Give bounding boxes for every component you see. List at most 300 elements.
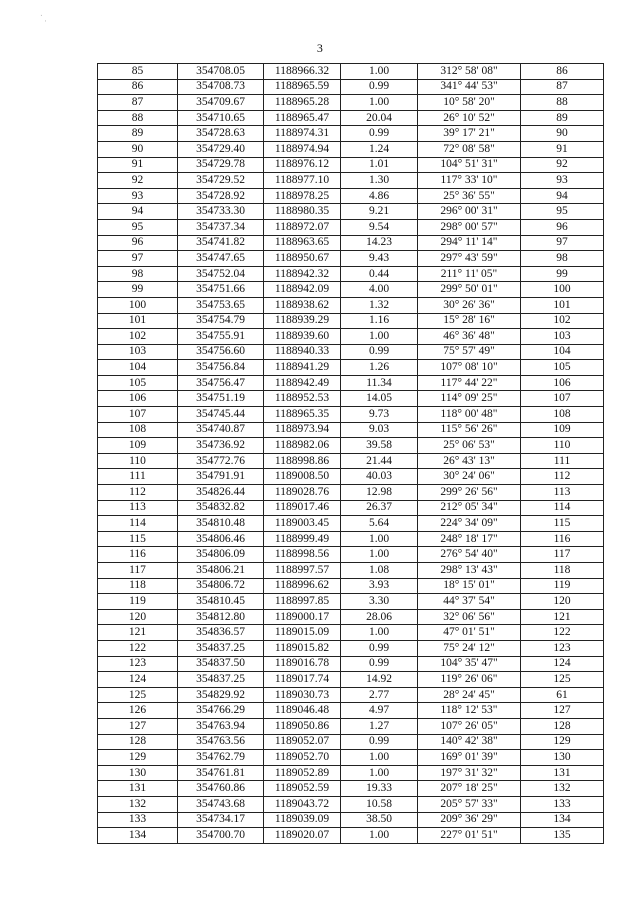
table-row	[98, 703, 604, 719]
distance-cell: 1.16	[341, 313, 418, 329]
point-number-cell: 86	[98, 79, 178, 95]
table-row	[98, 625, 604, 641]
coordinates-table	[97, 63, 604, 844]
bearing-cell: 18° 15' 01"	[418, 578, 521, 594]
bearing-cell: 107° 26' 05"	[418, 718, 521, 734]
bearing-cell: 211° 11' 05"	[418, 266, 521, 282]
distance-cell: 9.43	[341, 251, 418, 267]
y-coordinate-cell: 1188976.12	[264, 157, 341, 173]
distance-cell: 1.00	[341, 547, 418, 563]
x-coordinate-cell: 354837.50	[178, 656, 264, 672]
y-coordinate-cell: 1189028.76	[264, 485, 341, 501]
bearing-cell: 140° 42' 38"	[418, 734, 521, 750]
point-number-cell: 104	[98, 360, 178, 376]
x-coordinate-cell: 354756.84	[178, 360, 264, 376]
next-point-cell: 129	[521, 734, 604, 750]
point-number-cell: 134	[98, 828, 178, 844]
next-point-cell: 92	[521, 157, 604, 173]
table-row	[98, 734, 604, 750]
distance-cell: 20.04	[341, 110, 418, 126]
point-number-cell: 107	[98, 407, 178, 423]
y-coordinate-cell: 1188965.47	[264, 110, 341, 126]
distance-cell: 14.05	[341, 391, 418, 407]
distance-cell: 4.00	[341, 282, 418, 298]
table-row	[98, 750, 604, 766]
table-row	[98, 796, 604, 812]
y-coordinate-cell: 1189017.46	[264, 500, 341, 516]
distance-cell: 10.58	[341, 796, 418, 812]
next-point-cell: 110	[521, 438, 604, 454]
distance-cell: 9.03	[341, 422, 418, 438]
y-coordinate-cell: 1188942.32	[264, 266, 341, 282]
distance-cell: 12.98	[341, 485, 418, 501]
table-row	[98, 360, 604, 376]
x-coordinate-cell: 354810.48	[178, 516, 264, 532]
table-row	[98, 375, 604, 391]
y-coordinate-cell: 1189039.09	[264, 812, 341, 828]
next-point-cell: 98	[521, 251, 604, 267]
bearing-cell: 209° 36' 29"	[418, 812, 521, 828]
bearing-cell: 114° 09' 25"	[418, 391, 521, 407]
point-number-cell: 115	[98, 531, 178, 547]
table-row	[98, 141, 604, 157]
y-coordinate-cell: 1188974.31	[264, 126, 341, 142]
next-point-cell: 90	[521, 126, 604, 142]
next-point-cell: 97	[521, 235, 604, 251]
distance-cell: 1.00	[341, 95, 418, 111]
table-row	[98, 64, 604, 80]
point-number-cell: 98	[98, 266, 178, 282]
x-coordinate-cell: 354700.70	[178, 828, 264, 844]
y-coordinate-cell: 1188938.62	[264, 297, 341, 313]
page-number: 3	[316, 41, 324, 55]
table-row	[98, 656, 604, 672]
table-row	[98, 438, 604, 454]
next-point-cell: 128	[521, 718, 604, 734]
x-coordinate-cell: 354756.60	[178, 344, 264, 360]
bearing-cell: 46° 36' 48"	[418, 329, 521, 345]
point-number-cell: 130	[98, 765, 178, 781]
y-coordinate-cell: 1189050.86	[264, 718, 341, 734]
y-coordinate-cell: 1188939.60	[264, 329, 341, 345]
bearing-cell: 224° 34' 09"	[418, 516, 521, 532]
bearing-cell: 297° 43' 59"	[418, 251, 521, 267]
point-number-cell: 90	[98, 141, 178, 157]
y-coordinate-cell: 1188965.59	[264, 79, 341, 95]
point-number-cell: 112	[98, 485, 178, 501]
x-coordinate-cell: 354837.25	[178, 672, 264, 688]
table-row	[98, 282, 604, 298]
next-point-cell: 113	[521, 485, 604, 501]
bearing-cell: 26° 43' 13"	[418, 453, 521, 469]
x-coordinate-cell: 354756.47	[178, 375, 264, 391]
next-point-cell: 61	[521, 687, 604, 703]
distance-cell: 9.54	[341, 219, 418, 235]
table-row	[98, 407, 604, 423]
next-point-cell: 118	[521, 563, 604, 579]
distance-cell: 19.33	[341, 781, 418, 797]
bearing-cell: 169° 01' 39"	[418, 750, 521, 766]
bearing-cell: 28° 24' 45"	[418, 687, 521, 703]
bearing-cell: 30° 24' 06"	[418, 469, 521, 485]
bearing-cell: 15° 28' 16"	[418, 313, 521, 329]
next-point-cell: 95	[521, 204, 604, 220]
table-row	[98, 469, 604, 485]
bearing-cell: 299° 50' 01"	[418, 282, 521, 298]
table-row	[98, 765, 604, 781]
y-coordinate-cell: 1188980.35	[264, 204, 341, 220]
y-coordinate-cell: 1189043.72	[264, 796, 341, 812]
x-coordinate-cell: 354752.04	[178, 266, 264, 282]
x-coordinate-cell: 354812.80	[178, 609, 264, 625]
bearing-cell: 44° 37' 54"	[418, 594, 521, 610]
x-coordinate-cell: 354737.34	[178, 219, 264, 235]
table-row	[98, 594, 604, 610]
distance-cell: 1.08	[341, 563, 418, 579]
point-number-cell: 101	[98, 313, 178, 329]
point-number-cell: 132	[98, 796, 178, 812]
y-coordinate-cell: 1189017.74	[264, 672, 341, 688]
next-point-cell: 117	[521, 547, 604, 563]
y-coordinate-cell: 1189052.59	[264, 781, 341, 797]
distance-cell: 1.32	[341, 297, 418, 313]
table-row	[98, 79, 604, 95]
y-coordinate-cell: 1188977.10	[264, 173, 341, 189]
point-number-cell: 108	[98, 422, 178, 438]
bearing-cell: 298° 13' 43"	[418, 563, 521, 579]
distance-cell: 1.30	[341, 173, 418, 189]
distance-cell: 5.64	[341, 516, 418, 532]
x-coordinate-cell: 354810.45	[178, 594, 264, 610]
next-point-cell: 103	[521, 329, 604, 345]
table-row	[98, 531, 604, 547]
point-number-cell: 114	[98, 516, 178, 532]
point-number-cell: 128	[98, 734, 178, 750]
x-coordinate-cell: 354729.52	[178, 173, 264, 189]
point-number-cell: 117	[98, 563, 178, 579]
next-point-cell: 131	[521, 765, 604, 781]
y-coordinate-cell: 1188952.53	[264, 391, 341, 407]
bearing-cell: 296° 00' 31"	[418, 204, 521, 220]
distance-cell: 1.00	[341, 329, 418, 345]
x-coordinate-cell: 354755.91	[178, 329, 264, 345]
table-row	[98, 422, 604, 438]
distance-cell: 1.00	[341, 750, 418, 766]
y-coordinate-cell: 1188942.09	[264, 282, 341, 298]
x-coordinate-cell: 354753.65	[178, 297, 264, 313]
point-number-cell: 97	[98, 251, 178, 267]
next-point-cell: 134	[521, 812, 604, 828]
y-coordinate-cell: 1189008.50	[264, 469, 341, 485]
table-row	[98, 313, 604, 329]
y-coordinate-cell: 1188998.86	[264, 453, 341, 469]
x-coordinate-cell: 354747.65	[178, 251, 264, 267]
distance-cell: 14.23	[341, 235, 418, 251]
y-coordinate-cell: 1188950.67	[264, 251, 341, 267]
next-point-cell: 88	[521, 95, 604, 111]
x-coordinate-cell: 354763.56	[178, 734, 264, 750]
distance-cell: 1.00	[341, 531, 418, 547]
point-number-cell: 96	[98, 235, 178, 251]
table-row	[98, 500, 604, 516]
point-number-cell: 127	[98, 718, 178, 734]
point-number-cell: 100	[98, 297, 178, 313]
x-coordinate-cell: 354708.05	[178, 64, 264, 80]
x-coordinate-cell: 354743.68	[178, 796, 264, 812]
x-coordinate-cell: 354745.44	[178, 407, 264, 423]
y-coordinate-cell: 1189020.07	[264, 828, 341, 844]
next-point-cell: 119	[521, 578, 604, 594]
point-number-cell: 118	[98, 578, 178, 594]
next-point-cell: 125	[521, 672, 604, 688]
point-number-cell: 126	[98, 703, 178, 719]
y-coordinate-cell: 1189052.70	[264, 750, 341, 766]
x-coordinate-cell: 354760.86	[178, 781, 264, 797]
point-number-cell: 129	[98, 750, 178, 766]
distance-cell: 3.93	[341, 578, 418, 594]
table-row	[98, 329, 604, 345]
bearing-cell: 119° 26' 06"	[418, 672, 521, 688]
point-number-cell: 120	[98, 609, 178, 625]
bearing-cell: 25° 36' 55"	[418, 188, 521, 204]
x-coordinate-cell: 354708.73	[178, 79, 264, 95]
point-number-cell: 105	[98, 375, 178, 391]
bearing-cell: 26° 10' 52"	[418, 110, 521, 126]
point-number-cell: 122	[98, 640, 178, 656]
point-number-cell: 92	[98, 173, 178, 189]
y-coordinate-cell: 1188972.07	[264, 219, 341, 235]
scan-marks: ˈ ˌ	[40, 14, 47, 22]
table-row	[98, 188, 604, 204]
table-row	[98, 173, 604, 189]
x-coordinate-cell: 354754.79	[178, 313, 264, 329]
bearing-cell: 117° 44' 22"	[418, 375, 521, 391]
point-number-cell: 116	[98, 547, 178, 563]
next-point-cell: 101	[521, 297, 604, 313]
x-coordinate-cell: 354734.17	[178, 812, 264, 828]
x-coordinate-cell: 354791.91	[178, 469, 264, 485]
point-number-cell: 125	[98, 687, 178, 703]
next-point-cell: 124	[521, 656, 604, 672]
table-row	[98, 516, 604, 532]
bearing-cell: 118° 00' 48"	[418, 407, 521, 423]
x-coordinate-cell: 354728.92	[178, 188, 264, 204]
x-coordinate-cell: 354751.66	[178, 282, 264, 298]
y-coordinate-cell: 1188963.65	[264, 235, 341, 251]
x-coordinate-cell: 354766.29	[178, 703, 264, 719]
bearing-cell: 205° 57' 33"	[418, 796, 521, 812]
next-point-cell: 120	[521, 594, 604, 610]
point-number-cell: 88	[98, 110, 178, 126]
table-row	[98, 687, 604, 703]
distance-cell: 1.27	[341, 718, 418, 734]
x-coordinate-cell: 354741.82	[178, 235, 264, 251]
next-point-cell: 105	[521, 360, 604, 376]
table-row	[98, 297, 604, 313]
bearing-cell: 39° 17' 21"	[418, 126, 521, 142]
distance-cell: 26.37	[341, 500, 418, 516]
point-number-cell: 123	[98, 656, 178, 672]
point-number-cell: 95	[98, 219, 178, 235]
point-number-cell: 93	[98, 188, 178, 204]
point-number-cell: 131	[98, 781, 178, 797]
y-coordinate-cell: 1189015.09	[264, 625, 341, 641]
x-coordinate-cell: 354761.81	[178, 765, 264, 781]
distance-cell: 2.77	[341, 687, 418, 703]
x-coordinate-cell: 354763.94	[178, 718, 264, 734]
table-row	[98, 812, 604, 828]
bearing-cell: 107° 08' 10"	[418, 360, 521, 376]
next-point-cell: 114	[521, 500, 604, 516]
bearing-cell: 298° 00' 57"	[418, 219, 521, 235]
distance-cell: 4.86	[341, 188, 418, 204]
x-coordinate-cell: 354710.65	[178, 110, 264, 126]
point-number-cell: 113	[98, 500, 178, 516]
point-number-cell: 103	[98, 344, 178, 360]
bearing-cell: 104° 51' 31"	[418, 157, 521, 173]
distance-cell: 0.44	[341, 266, 418, 282]
point-number-cell: 89	[98, 126, 178, 142]
table-row	[98, 563, 604, 579]
y-coordinate-cell: 1188973.94	[264, 422, 341, 438]
distance-cell: 1.01	[341, 157, 418, 173]
x-coordinate-cell: 354729.40	[178, 141, 264, 157]
distance-cell: 9.73	[341, 407, 418, 423]
distance-cell: 0.99	[341, 640, 418, 656]
distance-cell: 0.99	[341, 79, 418, 95]
distance-cell: 28.06	[341, 609, 418, 625]
next-point-cell: 99	[521, 266, 604, 282]
next-point-cell: 111	[521, 453, 604, 469]
next-point-cell: 109	[521, 422, 604, 438]
distance-cell: 11.34	[341, 375, 418, 391]
point-number-cell: 87	[98, 95, 178, 111]
next-point-cell: 115	[521, 516, 604, 532]
table-row	[98, 126, 604, 142]
next-point-cell: 102	[521, 313, 604, 329]
table-row	[98, 609, 604, 625]
point-number-cell: 111	[98, 469, 178, 485]
bearing-cell: 227° 01' 51"	[418, 828, 521, 844]
next-point-cell: 96	[521, 219, 604, 235]
y-coordinate-cell: 1188940.33	[264, 344, 341, 360]
table-row	[98, 781, 604, 797]
distance-cell: 21.44	[341, 453, 418, 469]
y-coordinate-cell: 1189016.78	[264, 656, 341, 672]
y-coordinate-cell: 1189052.89	[264, 765, 341, 781]
bearing-cell: 30° 26' 36"	[418, 297, 521, 313]
table-row	[98, 110, 604, 126]
next-point-cell: 135	[521, 828, 604, 844]
x-coordinate-cell: 354806.09	[178, 547, 264, 563]
table-row	[98, 391, 604, 407]
point-number-cell: 85	[98, 64, 178, 80]
next-point-cell: 107	[521, 391, 604, 407]
bearing-cell: 72° 08' 58"	[418, 141, 521, 157]
next-point-cell: 122	[521, 625, 604, 641]
y-coordinate-cell: 1188974.94	[264, 141, 341, 157]
y-coordinate-cell: 1188942.49	[264, 375, 341, 391]
y-coordinate-cell: 1188999.49	[264, 531, 341, 547]
distance-cell: 1.00	[341, 765, 418, 781]
x-coordinate-cell: 354751.19	[178, 391, 264, 407]
point-number-cell: 119	[98, 594, 178, 610]
x-coordinate-cell: 354733.30	[178, 204, 264, 220]
table-row	[98, 640, 604, 656]
next-point-cell: 94	[521, 188, 604, 204]
bearing-cell: 118° 12' 53"	[418, 703, 521, 719]
y-coordinate-cell: 1188939.29	[264, 313, 341, 329]
bearing-cell: 25° 06' 53"	[418, 438, 521, 454]
y-coordinate-cell: 1188982.06	[264, 438, 341, 454]
next-point-cell: 100	[521, 282, 604, 298]
distance-cell: 0.99	[341, 656, 418, 672]
distance-cell: 1.26	[341, 360, 418, 376]
point-number-cell: 99	[98, 282, 178, 298]
y-coordinate-cell: 1188966.32	[264, 64, 341, 80]
x-coordinate-cell: 354772.76	[178, 453, 264, 469]
table-row	[98, 95, 604, 111]
distance-cell: 1.00	[341, 64, 418, 80]
point-number-cell: 124	[98, 672, 178, 688]
point-number-cell: 109	[98, 438, 178, 454]
bearing-cell: 312° 58' 08"	[418, 64, 521, 80]
distance-cell: 39.58	[341, 438, 418, 454]
bearing-cell: 75° 24' 12"	[418, 640, 521, 656]
next-point-cell: 112	[521, 469, 604, 485]
table-row	[98, 204, 604, 220]
table-row	[98, 251, 604, 267]
x-coordinate-cell: 354836.57	[178, 625, 264, 641]
bearing-cell: 294° 11' 14"	[418, 235, 521, 251]
point-number-cell: 106	[98, 391, 178, 407]
x-coordinate-cell: 354806.46	[178, 531, 264, 547]
distance-cell: 1.24	[341, 141, 418, 157]
bearing-cell: 248° 18' 17"	[418, 531, 521, 547]
distance-cell: 1.00	[341, 625, 418, 641]
point-number-cell: 102	[98, 329, 178, 345]
x-coordinate-cell: 354736.92	[178, 438, 264, 454]
next-point-cell: 106	[521, 375, 604, 391]
table-row	[98, 672, 604, 688]
next-point-cell: 93	[521, 173, 604, 189]
x-coordinate-cell: 354709.67	[178, 95, 264, 111]
distance-cell: 14.92	[341, 672, 418, 688]
bearing-cell: 212° 05' 34"	[418, 500, 521, 516]
next-point-cell: 121	[521, 609, 604, 625]
next-point-cell: 132	[521, 781, 604, 797]
x-coordinate-cell: 354829.92	[178, 687, 264, 703]
x-coordinate-cell: 354728.63	[178, 126, 264, 142]
y-coordinate-cell: 1189003.45	[264, 516, 341, 532]
bearing-cell: 104° 35' 47"	[418, 656, 521, 672]
table-body	[98, 64, 604, 844]
y-coordinate-cell: 1189015.82	[264, 640, 341, 656]
y-coordinate-cell: 1188965.35	[264, 407, 341, 423]
table-row	[98, 718, 604, 734]
x-coordinate-cell: 354832.82	[178, 500, 264, 516]
next-point-cell: 87	[521, 79, 604, 95]
point-number-cell: 121	[98, 625, 178, 641]
next-point-cell: 116	[521, 531, 604, 547]
table-row	[98, 157, 604, 173]
next-point-cell: 108	[521, 407, 604, 423]
next-point-cell: 130	[521, 750, 604, 766]
y-coordinate-cell: 1188965.28	[264, 95, 341, 111]
x-coordinate-cell: 354729.78	[178, 157, 264, 173]
point-number-cell: 94	[98, 204, 178, 220]
distance-cell: 3.30	[341, 594, 418, 610]
